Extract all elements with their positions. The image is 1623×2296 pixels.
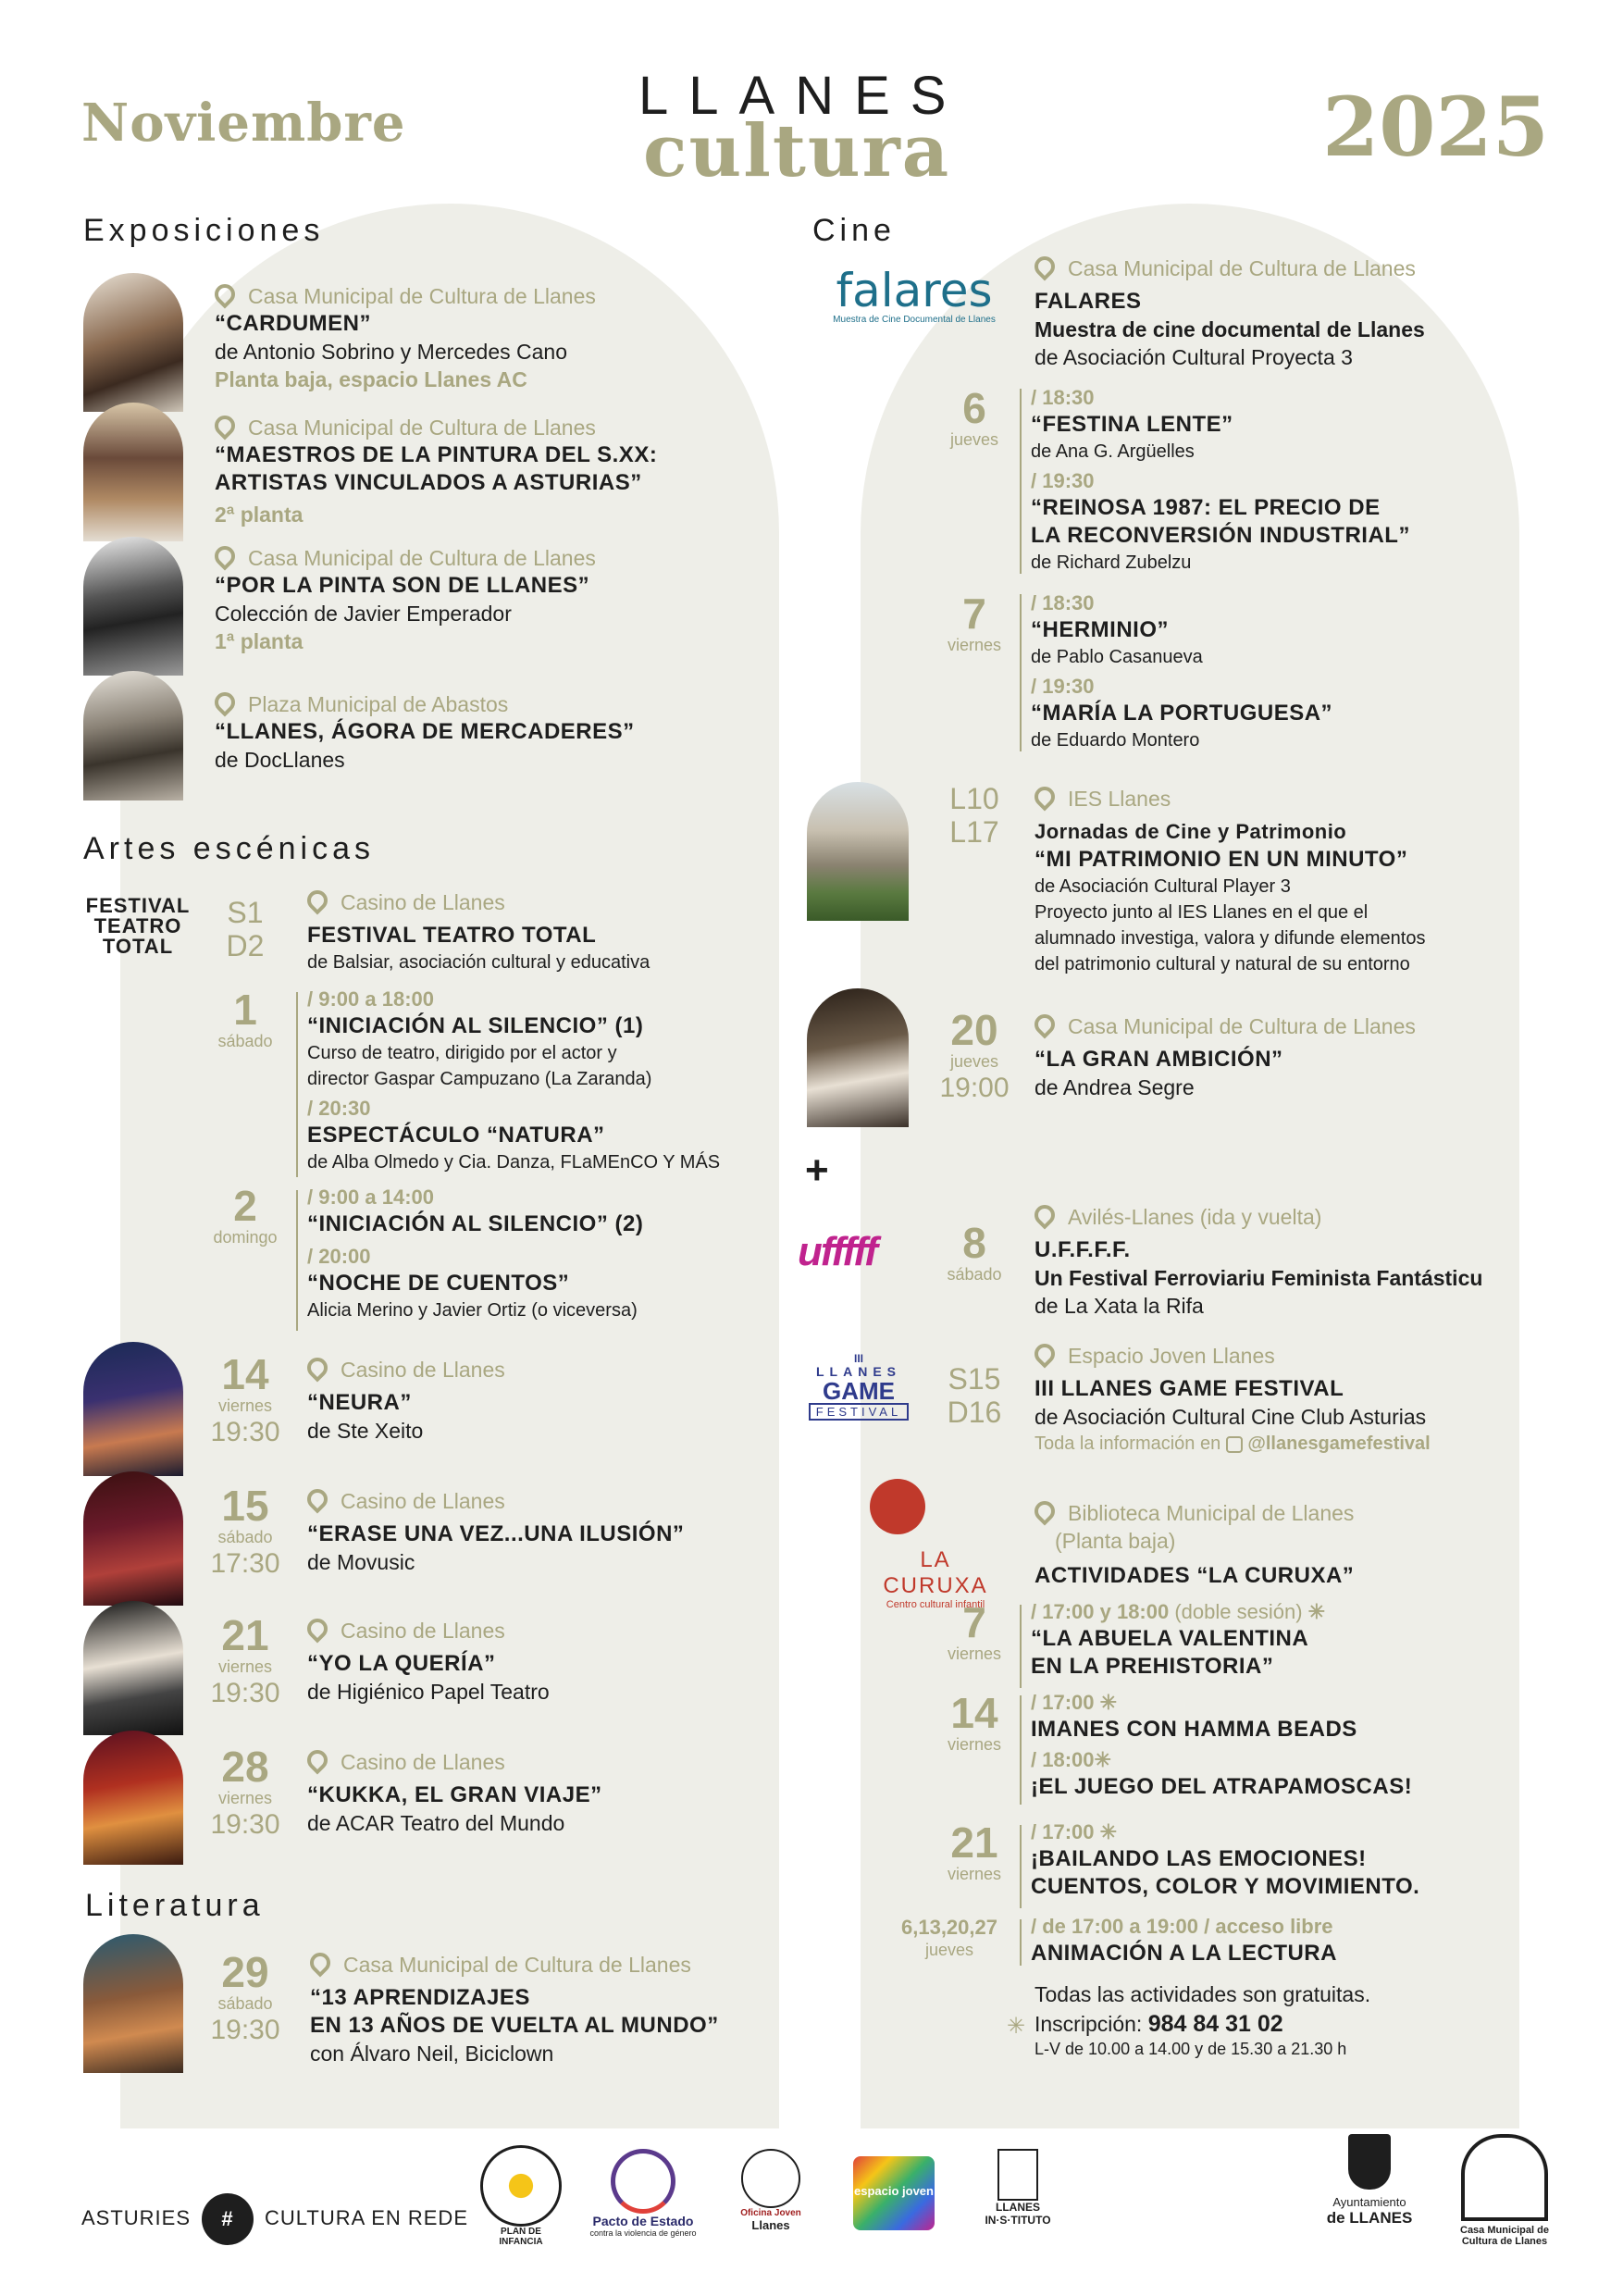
location-pin-icon — [303, 1614, 331, 1643]
info-text: Toda la información en — [1035, 1433, 1221, 1454]
expo-note: Planta baja, espacio Llanes AC — [215, 367, 527, 391]
event-title-line2: “MI PATRIMONIO EN UN MINUTO” — [1035, 847, 1408, 872]
expo-item — [215, 414, 657, 528]
event-title-line2: EN 13 AÑOS DE VUELTA AL MUNDO” — [310, 2013, 719, 2038]
falares-header — [1035, 254, 1425, 371]
asturies-cultura-logo — [81, 2193, 468, 2245]
date-start: S15 — [948, 1362, 1001, 1396]
expo-sub: Colección de Javier Emperador — [215, 602, 512, 626]
date-time: 17:30 — [210, 1548, 280, 1579]
logo-line: FESTIVAL — [809, 1403, 909, 1421]
location-pin-icon — [305, 1948, 334, 1977]
event-title-line2: LA RECONVERSIÓN INDUSTRIAL” — [1031, 523, 1410, 548]
date-number: 2 — [233, 1182, 257, 1230]
event-sub: de Balsiar, asociación cultural y educativa — [307, 952, 650, 973]
date-time: 19:30 — [210, 1678, 280, 1708]
divider — [1020, 1825, 1022, 1908]
event-desc: alumnado investiga, valora y difunde elementos — [1035, 928, 1426, 949]
game-item — [1035, 1342, 1431, 1457]
expo-title-line2: ARTISTAS VINCULADOS A ASTURIAS” — [215, 470, 642, 495]
event-title: ESPECTÁCULO “NATURA” — [307, 1123, 605, 1148]
event-sub: de La Xata la Rifa — [1035, 1294, 1204, 1318]
thumb-patrimonio — [807, 782, 909, 921]
event-title: “13 APRENDIZAJES — [310, 1985, 530, 2010]
venue: Casa Municipal de Cultura de Llanes — [248, 546, 596, 570]
free-note: Todas las actividades son gratuitas. — [1035, 1982, 1371, 2006]
date — [205, 1350, 285, 1449]
date-number: 6 — [962, 384, 986, 432]
date — [933, 1689, 1016, 1755]
date — [205, 1745, 285, 1842]
ufffff-logo: ufffff — [798, 1229, 876, 1274]
expo-item — [215, 282, 596, 393]
date-time: 19:30 — [210, 2015, 280, 2045]
logo-text: LLANES IN·S·TITUTO — [985, 2201, 1051, 2227]
date — [933, 592, 1016, 655]
date-start: S1 — [227, 896, 264, 929]
event-title: “ERASE UNA VEZ...UNA ILUSIÓN” — [307, 1521, 685, 1546]
event-sub: de Andrea Segre — [1035, 1075, 1195, 1099]
event-time: / 18:30 — [1031, 591, 1095, 614]
expo-sub: de Antonio Sobrino y Mercedes Cano — [215, 340, 568, 364]
logo-text: Ayuntamiento — [1332, 2195, 1406, 2209]
artes-item — [307, 1487, 684, 1576]
event-time: / 9:00 a 18:00 — [307, 987, 434, 1011]
curuxa-14 — [1031, 1690, 1412, 1801]
expo-note: 2ª planta — [215, 503, 304, 527]
plan-infancia-logo — [479, 2145, 563, 2247]
logo-text: Casa Municipal de — [1460, 2225, 1549, 2236]
hash-icon: # — [202, 2193, 254, 2245]
date-weekday: sábado — [217, 1032, 273, 1050]
logo-line: TOTAL — [102, 935, 174, 958]
curuxa-7 — [1031, 1599, 1325, 1681]
event-title: ¡BAILANDO LAS EMOCIONES! — [1031, 1846, 1367, 1871]
event-title: “NOCHE DE CUENTOS” — [307, 1271, 570, 1296]
brand-top: LLANES — [638, 66, 967, 126]
thumb-gran-ambicion — [807, 988, 909, 1127]
event-title: “INICIACIÓN AL SILENCIO” (1) — [307, 1013, 644, 1038]
date — [933, 384, 1016, 450]
ftt-header — [307, 888, 650, 975]
office-hours: L-V de 10.00 a 14.00 y de 15.30 a 21.30 h — [1035, 2040, 1347, 2058]
venue: Casa Municipal de Cultura de Llanes — [248, 284, 596, 308]
logo-text: ASTURIES — [81, 2205, 192, 2229]
event-title: FESTIVAL TEATRO TOTAL — [307, 923, 597, 948]
venue: Espacio Joven Llanes — [1068, 1344, 1275, 1368]
plus-sign: + — [805, 1148, 829, 1193]
event-sub: con Álvaro Neil, Biciclown — [310, 2042, 554, 2066]
thumb-yo-la-queria — [83, 1601, 183, 1735]
section-exposiciones: Exposiciones — [83, 213, 325, 248]
event-desc: del patrimonio cultural y natural de su entorno — [1035, 954, 1410, 974]
logo-line: LLANES — [816, 1364, 901, 1379]
date — [933, 1818, 1016, 1884]
event-title: “MARÍA LA PORTUGUESA” — [1031, 701, 1333, 726]
logo-text: LA CURUXA — [883, 1547, 988, 1598]
date — [205, 1948, 285, 2047]
date-number: 15 — [221, 1482, 269, 1530]
asterisk-icon: ✳ — [1099, 1820, 1118, 1843]
date-number: 21 — [221, 1611, 269, 1659]
inscripcion — [1035, 2010, 1346, 2060]
section-artes: Artes escénicas — [83, 831, 375, 866]
event-title: ¡EL JUEGO DEL ATRAPAMOSCAS! — [1031, 1774, 1413, 1799]
year: 2025 — [1322, 79, 1549, 175]
curuxa-lectura — [1031, 1914, 1337, 1967]
location-pin-icon — [303, 1353, 331, 1382]
date — [205, 1611, 285, 1710]
date-number: 20 — [950, 1006, 998, 1054]
section-literatura: Literatura — [85, 1888, 265, 1923]
divider — [1020, 389, 1022, 574]
inscripcion-label: Inscripción: — [1035, 2012, 1143, 2036]
divider — [1020, 594, 1022, 751]
venue: Casa Municipal de Cultura de Llanes — [1068, 256, 1416, 280]
logo-line: GAME — [823, 1377, 895, 1405]
logo-text: Oficina Joven — [740, 2208, 801, 2218]
date-number: 6,13,20,27 — [901, 1916, 997, 1939]
location-pin-icon — [1030, 1496, 1059, 1525]
location-pin-icon — [303, 1745, 331, 1774]
falares-tagline: Muestra de Cine Documental de Llanes — [833, 315, 996, 325]
date-number: 7 — [962, 590, 986, 638]
event-title: “HERMINIO” — [1031, 617, 1169, 642]
venue: Casino de Llanes — [341, 1750, 505, 1774]
location-pin-icon — [210, 411, 239, 440]
event-title: Jornadas de Cine y Patrimonio — [1035, 820, 1347, 843]
event-time: / 20:00 — [307, 1245, 371, 1268]
asterisk-icon: ✳ — [1007, 2014, 1026, 2039]
location-pin-icon — [210, 688, 239, 716]
month-title: Noviembre — [81, 93, 406, 154]
event-title: “REINOSA 1987: EL PRECIO DE — [1031, 495, 1381, 520]
divider — [1020, 1605, 1022, 1688]
date-2 — [205, 1182, 285, 1247]
event-sub: director Gaspar Campuzano (La Zaranda) — [307, 1069, 652, 1089]
game-festival-logo — [794, 1353, 923, 1421]
event-title-line2: EN LA PREHISTORIA” — [1031, 1654, 1274, 1679]
event-sub: de Richard Zubelzu — [1031, 552, 1192, 573]
divider — [296, 992, 298, 1177]
thumb-neura — [83, 1342, 183, 1476]
event-title-line2: CUENTOS, COLOR Y MOVIMIENTO. — [1031, 1874, 1420, 1899]
location-pin-icon — [1030, 1010, 1059, 1038]
logo-sub: Centro cultural infantil — [886, 1599, 985, 1610]
venue-detail: (Planta baja) — [1055, 1529, 1176, 1553]
date-range — [933, 1362, 1016, 1429]
event-title: ACTIVIDADES “LA CURUXA” — [1035, 1563, 1355, 1588]
curuxa-21 — [1031, 1819, 1419, 1901]
venue: Casino de Llanes — [341, 1489, 505, 1513]
ufffff-item — [1035, 1203, 1482, 1320]
event-sub: de Asociación Cultural Proyecta 3 — [1035, 345, 1353, 369]
date-range — [933, 782, 1016, 849]
date — [933, 1006, 1016, 1105]
date-1 — [205, 988, 285, 1051]
thumb-agora — [83, 671, 183, 800]
event-time: / 17:00 y 18:00 — [1031, 1600, 1170, 1623]
instagram-icon — [1226, 1436, 1243, 1453]
date-number: 8 — [962, 1219, 986, 1267]
location-pin-icon — [303, 886, 331, 914]
logo-text: PLAN DE INFANCIA — [499, 2227, 543, 2247]
phone-number[interactable]: 984 84 31 02 — [1147, 2011, 1283, 2037]
venue: Casa Municipal de Cultura de Llanes — [1068, 1014, 1416, 1038]
event-title: ANIMACIÓN A LA LECTURA — [1031, 1941, 1337, 1966]
event-sub: Alicia Merino y Javier Ortiz (o viceversa) — [307, 1300, 638, 1321]
date-number: 29 — [221, 1948, 269, 1996]
expo-note: 1ª planta — [215, 629, 304, 653]
artes-item — [307, 1356, 505, 1445]
venue: Casino de Llanes — [341, 1358, 505, 1382]
festival-teatro-total-logo — [83, 896, 192, 957]
location-pin-icon — [210, 541, 239, 570]
date-weekday: jueves — [924, 1941, 974, 1959]
expo-sub: de DocLlanes — [215, 748, 345, 772]
thumb-pinta — [83, 537, 183, 676]
date — [933, 1219, 1016, 1285]
literatura-item — [310, 1951, 719, 2067]
expo-title: “POR LA PINTA SON DE LLANES” — [215, 573, 590, 598]
event-desc: Proyecto junto al IES Llanes en el que el — [1035, 902, 1369, 923]
event-title: III LLANES GAME FESTIVAL — [1035, 1376, 1344, 1401]
date-number: 21 — [950, 1818, 998, 1867]
expo-item — [215, 544, 596, 655]
divider — [1020, 1695, 1022, 1805]
logo-text: de LLANES — [1326, 2209, 1413, 2227]
event-sub: de Pablo Casanueva — [1031, 647, 1203, 667]
thumb-kukka — [83, 1731, 183, 1865]
event-title: IMANES CON HAMMA BEADS — [1031, 1717, 1357, 1742]
event-sub: Muestra de cine documental de Llanes — [1035, 317, 1425, 341]
location-pin-icon — [210, 279, 239, 308]
date-weekday: viernes — [947, 1865, 1002, 1883]
event-time: / 17:00 — [1031, 1691, 1095, 1714]
date-weekday: viernes — [947, 1644, 1002, 1663]
date-end: D16 — [947, 1396, 1002, 1429]
event-time: / de 17:00 a 19:00 / acceso libre — [1031, 1915, 1333, 1938]
expo-title: “CARDUMEN” — [215, 311, 371, 336]
date-weekday: viernes — [217, 1789, 273, 1807]
event-sub: de Eduardo Montero — [1031, 730, 1200, 751]
artes-item — [307, 1617, 550, 1706]
event-sub: de Alba Olmedo y Cia. Danza, FLaMEnCO Y MÁS — [307, 1152, 721, 1173]
event-time: / 9:00 a 14:00 — [307, 1185, 434, 1209]
event-note: (doble sesión) — [1174, 1600, 1303, 1623]
brand-bottom: cultura — [643, 109, 951, 193]
venue: Avilés-Llanes (ida y vuelta) — [1068, 1205, 1322, 1229]
event-time: / 18:00 — [1031, 1748, 1095, 1771]
date-start: L10 — [949, 782, 999, 815]
curuxa-info — [1035, 1980, 1370, 2008]
falares-logo-text: falares — [836, 264, 993, 317]
date-number: 7 — [962, 1598, 986, 1646]
curuxa-header — [1035, 1499, 1354, 1590]
divider — [296, 1190, 298, 1331]
event-time: / 20:30 — [307, 1097, 371, 1120]
pacto-estado-logo — [583, 2149, 703, 2238]
event-sub: de Asociación Cultural Player 3 — [1035, 876, 1291, 897]
expo-title: “MAESTROS DE LA PINTURA DEL S.XX: — [215, 442, 658, 467]
event-time: / 17:00 — [1031, 1820, 1095, 1843]
patrimonio-item — [1035, 785, 1425, 977]
event-time: / 19:30 — [1031, 675, 1095, 698]
date-weekday: viernes — [947, 636, 1002, 654]
venue: Casa Municipal de Cultura de Llanes — [248, 416, 596, 440]
logo-sub: Llanes — [751, 2218, 790, 2232]
date — [881, 1916, 1018, 1960]
date-range — [213, 896, 278, 962]
ftt-day2 — [307, 1185, 643, 1323]
event-title: “YO LA QUERÍA” — [307, 1651, 496, 1676]
divider — [1020, 1919, 1022, 1966]
date-weekday: jueves — [949, 1052, 999, 1071]
expo-item — [215, 690, 635, 774]
thumb-cardumen — [83, 273, 183, 412]
event-sub: Un Festival Ferroviariu Feminista Fantásticu — [1035, 1266, 1483, 1290]
logo-text: Pacto de Estado — [592, 2214, 694, 2228]
espacio-joven-logo — [853, 2156, 935, 2230]
location-pin-icon — [303, 1484, 331, 1513]
date — [205, 1484, 285, 1581]
date-number: 14 — [221, 1350, 269, 1398]
event-title: “FESTINA LENTE” — [1031, 412, 1233, 437]
logo-sub: contra la violencia de género — [589, 2228, 697, 2238]
logo-line: III — [853, 1352, 863, 1365]
date-weekday: viernes — [217, 1396, 273, 1415]
event-title: FALARES — [1035, 289, 1142, 314]
event-title: “NEURA” — [307, 1390, 412, 1415]
date-time: 19:00 — [939, 1073, 1010, 1103]
event-sub: de Higiénico Papel Teatro — [307, 1680, 550, 1704]
date-weekday: viernes — [947, 1735, 1002, 1754]
location-pin-icon — [1030, 252, 1059, 280]
event-sub: Curso de teatro, dirigido por el actor y — [307, 1043, 617, 1063]
date-end: L17 — [949, 815, 999, 849]
date-weekday: jueves — [949, 430, 999, 449]
thumb-literatura — [83, 1934, 183, 2073]
logo-text: espacio joven — [854, 2184, 934, 2198]
event-title: “KUKKA, EL GRAN VIAJE” — [307, 1782, 602, 1807]
falares-day7 — [1031, 590, 1332, 753]
asterisk-icon: ✳ — [1099, 1691, 1118, 1714]
date-end: D2 — [226, 929, 265, 962]
falares-day6 — [1031, 385, 1410, 576]
thumb-maestros — [83, 403, 183, 541]
venue: Casino de Llanes — [341, 1619, 505, 1643]
artes-item — [307, 1748, 602, 1837]
event-sub: de ACAR Teatro del Mundo — [307, 1811, 565, 1835]
event-sub: de Asociación Cultural Cine Club Asturias — [1035, 1405, 1427, 1429]
falares-logo — [831, 264, 997, 325]
ftt-day1 — [307, 987, 720, 1175]
expo-title: “LLANES, ÁGORA DE MERCADERES” — [215, 719, 635, 744]
date-time: 19:30 — [210, 1809, 280, 1840]
event-time: / 18:30 — [1031, 386, 1095, 409]
date-weekday: sábado — [217, 1528, 273, 1546]
date-weekday: sábado — [947, 1265, 1002, 1284]
thumb-erase — [83, 1471, 183, 1606]
logo-line: FESTIVAL — [85, 894, 191, 917]
event-title: “INICIACIÓN AL SILENCIO” (2) — [307, 1211, 644, 1236]
event-title: “LA ABUELA VALENTINA — [1031, 1626, 1309, 1651]
event-sub: de Ana G. Argüelles — [1031, 441, 1195, 462]
date-number: 1 — [233, 986, 257, 1034]
instituto-logo — [972, 2149, 1064, 2227]
venue: Biblioteca Municipal de Llanes — [1068, 1501, 1355, 1525]
location-pin-icon — [1030, 782, 1059, 811]
ambicion-item — [1035, 1012, 1416, 1101]
curuxa-owl-icon — [870, 1479, 925, 1534]
asterisk-icon: ✳ — [1094, 1748, 1111, 1771]
date-time: 19:30 — [210, 1417, 280, 1447]
logo-line: TEATRO — [93, 914, 182, 937]
date-weekday: sábado — [217, 1994, 273, 2013]
event-title: “LA GRAN AMBICIÓN” — [1035, 1047, 1283, 1072]
location-pin-icon — [1030, 1339, 1059, 1368]
event-sub: de Movusic — [307, 1550, 415, 1574]
casa-cultura-logo — [1449, 2134, 1560, 2247]
date-weekday: viernes — [217, 1657, 273, 1676]
venue: IES Llanes — [1068, 787, 1171, 811]
oficina-joven-logo — [729, 2149, 812, 2232]
venue: Casa Municipal de Cultura de Llanes — [343, 1953, 691, 1977]
logo-text: Cultura de Llanes — [1461, 2236, 1548, 2247]
venue: Casino de Llanes — [341, 890, 505, 914]
venue: Plaza Municipal de Abastos — [248, 692, 509, 716]
ayuntamiento-logo — [1314, 2134, 1425, 2228]
date-number: 14 — [950, 1689, 998, 1737]
location-pin-icon — [1030, 1200, 1059, 1229]
instagram-handle[interactable]: @llanesgamefestival — [1247, 1433, 1431, 1454]
date-weekday: domingo — [213, 1228, 278, 1247]
logo-text: CULTURA EN REDE — [265, 2205, 468, 2229]
asterisk-icon: ✳ — [1307, 1600, 1326, 1623]
section-cine: Cine — [812, 213, 896, 248]
event-sub: de Ste Xeito — [307, 1419, 424, 1443]
date-number: 28 — [221, 1743, 269, 1791]
event-title: U.F.F.F.F. — [1035, 1237, 1131, 1262]
event-time: / 19:30 — [1031, 469, 1095, 492]
